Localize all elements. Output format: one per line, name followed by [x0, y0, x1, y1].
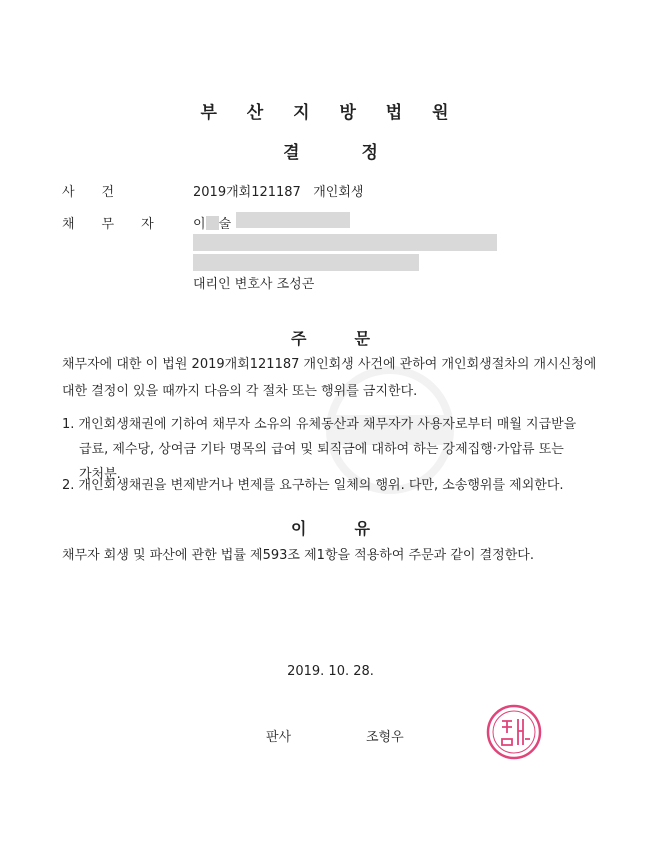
reason-text: 채무자 회생 및 파산에 관한 법률 제593조 제1항을 적용하여 주문과 같이 결정한다. [62, 548, 534, 563]
debtor-label: 채무자 [62, 217, 181, 232]
case-label: 사건 [62, 185, 142, 200]
redacted-name [236, 212, 350, 228]
document-type-title: 결정 [283, 143, 440, 163]
decision-date: 2019. 10. 28. [287, 664, 374, 679]
court-seal-icon [485, 703, 543, 761]
order-intro: 채무자에 대한 이 법원 2019개회121187 개인회생 사건에 관하여 개인회생절차의 개시신청에 대한 결정이 있을 때까지 다음의 각 절차 또는 행위를 금지한다. [62, 357, 597, 399]
debtor-name-first: 이 [193, 217, 206, 232]
case-number-line [193, 181, 363, 200]
debtor-agent: 대리인 변호사 조성곤 [193, 277, 315, 292]
court-name: 부 산 지 방 법 원 [200, 103, 461, 123]
order-heading: 주문 [291, 329, 418, 348]
order-item-1: 1. 개인회생채권에 기하여 채무자 소유의 유체동산과 채무자가 사용자로부터 매월 지급받을 급료, 제수당, 상여금 기타 명목의 급여 및 퇴직금에 대하여 하는 강제집행·가압류 또는 가처분. [62, 417, 577, 482]
case-number: 2019개회121187 [193, 185, 301, 200]
debtor-name [193, 213, 231, 232]
judge-name: 조형우 [366, 730, 404, 745]
reason-heading: 이유 [291, 519, 418, 538]
judge-title: 판사 [266, 730, 292, 745]
debtor-name-last: 술 [218, 217, 232, 232]
case-kind: 개인회생 [313, 185, 364, 200]
redacted-address-line-2 [193, 254, 419, 271]
order-item-2: 2. 개인회생채권을 변제받거나 변제를 요구하는 일체의 행위. 다만, 소송행위를 제외한다. [62, 478, 564, 493]
redacted-address-line-1 [193, 234, 497, 251]
